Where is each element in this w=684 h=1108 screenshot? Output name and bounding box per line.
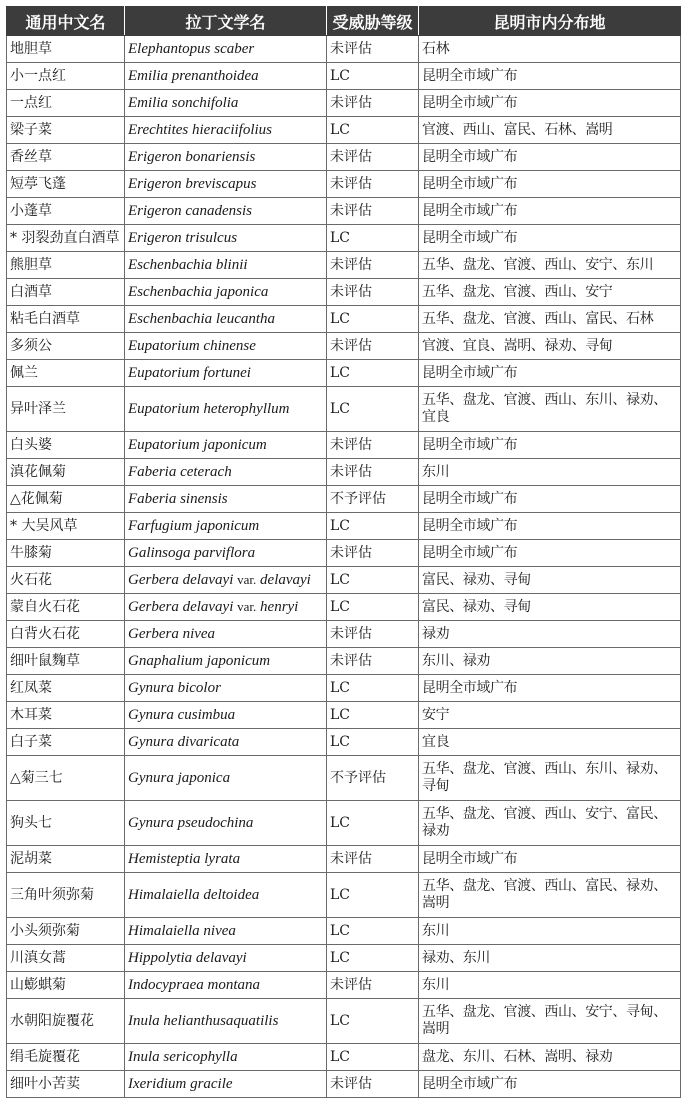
chinese-name-cell: 小蓬草 (7, 198, 125, 225)
threat-level-cell: 不予评估 (327, 486, 419, 513)
latin-name-cell: Elephantopus scaber (125, 36, 327, 63)
table-row (7, 1044, 681, 1071)
table-row (7, 621, 681, 648)
latin-name-cell (125, 594, 327, 621)
latin-name-cell: Hemisteptia lyrata (125, 846, 327, 873)
distribution-cell: 安宁 (419, 702, 681, 729)
distribution-cell: 昆明全市域广布 (419, 1071, 681, 1098)
distribution-cell: 盘龙、东川、石林、嵩明、禄劝 (419, 1044, 681, 1071)
distribution-cell: 昆明全市域广布 (419, 846, 681, 873)
header-threat-level: 受威胁等级 (327, 7, 419, 36)
threat-level-cell: LC (327, 918, 419, 945)
table-row (7, 846, 681, 873)
table-row (7, 999, 681, 1044)
distribution-cell: 昆明全市域广布 (419, 486, 681, 513)
distribution-cell: 昆明全市域广布 (419, 171, 681, 198)
table-body (7, 36, 681, 1098)
latin-name-cell: Gerbera nivea (125, 621, 327, 648)
chinese-name-cell: △花佩菊 (7, 486, 125, 513)
distribution-cell: 东川 (419, 972, 681, 999)
chinese-name-cell: 短葶飞蓬 (7, 171, 125, 198)
table-header (7, 7, 681, 36)
latin-name-cell: Himalaiella nivea (125, 918, 327, 945)
chinese-name-cell: 熊胆草 (7, 252, 125, 279)
table-row (7, 171, 681, 198)
threat-level-cell: 未评估 (327, 144, 419, 171)
distribution-cell: 石林 (419, 36, 681, 63)
distribution-cell: 昆明全市域广布 (419, 432, 681, 459)
threat-level-cell: LC (327, 513, 419, 540)
chinese-name-cell: 蒙自火石花 (7, 594, 125, 621)
chinese-name-cell: 牛膝菊 (7, 540, 125, 567)
distribution-cell: 五华、盘龙、官渡、西山、东川、禄劝、寻甸 (419, 756, 681, 801)
table-row (7, 873, 681, 918)
chinese-name-cell: 滇花佩菊 (7, 459, 125, 486)
chinese-name-cell: 火石花 (7, 567, 125, 594)
distribution-cell: 昆明全市域广布 (419, 63, 681, 90)
latin-name-cell: Erechtites hieraciifolius (125, 117, 327, 144)
chinese-name-cell: 小一点红 (7, 63, 125, 90)
distribution-cell: 东川 (419, 918, 681, 945)
chinese-name-cell: △菊三七 (7, 756, 125, 801)
threat-level-cell: 未评估 (327, 648, 419, 675)
latin-name-cell: Hippolytia delavayi (125, 945, 327, 972)
latin-name-cell: Himalaiella deltoidea (125, 873, 327, 918)
threat-level-cell: 未评估 (327, 36, 419, 63)
table-row (7, 972, 681, 999)
table-row (7, 225, 681, 252)
threat-level-cell: LC (327, 1044, 419, 1071)
latin-name-cell: Gynura cusimbua (125, 702, 327, 729)
threat-level-cell: LC (327, 945, 419, 972)
threat-level-cell: LC (327, 360, 419, 387)
threat-level-cell: LC (327, 387, 419, 432)
latin-name-cell: Emilia prenanthoidea (125, 63, 327, 90)
threat-level-cell: 未评估 (327, 846, 419, 873)
latin-name-cell: Gnaphalium japonicum (125, 648, 327, 675)
table-row (7, 594, 681, 621)
distribution-cell: 昆明全市域广布 (419, 198, 681, 225)
chinese-name-cell: 异叶泽兰 (7, 387, 125, 432)
threat-level-cell: LC (327, 306, 419, 333)
latin-name-cell: Gynura divaricata (125, 729, 327, 756)
table-row (7, 918, 681, 945)
threat-level-cell: LC (327, 801, 419, 846)
threat-level-cell: 未评估 (327, 540, 419, 567)
threat-level-cell: LC (327, 729, 419, 756)
latin-name-cell: Erigeron bonariensis (125, 144, 327, 171)
table-row (7, 36, 681, 63)
distribution-cell: 五华、盘龙、官渡、西山、富民、石林 (419, 306, 681, 333)
latin-name-cell: Galinsoga parviflora (125, 540, 327, 567)
distribution-cell: 昆明全市域广布 (419, 675, 681, 702)
table-row (7, 144, 681, 171)
latin-name-cell (125, 567, 327, 594)
table-row (7, 648, 681, 675)
chinese-name-cell: 佩兰 (7, 360, 125, 387)
threat-level-cell: LC (327, 999, 419, 1044)
latin-name-cell: Gynura japonica (125, 756, 327, 801)
threat-level-cell: LC (327, 63, 419, 90)
threat-level-cell: LC (327, 873, 419, 918)
chinese-name-cell: 地胆草 (7, 36, 125, 63)
latin-name-cell: Eupatorium fortunei (125, 360, 327, 387)
chinese-name-cell: * 羽裂劲直白酒草 (7, 225, 125, 252)
table-row (7, 675, 681, 702)
latin-name-cell: Ixeridium gracile (125, 1071, 327, 1098)
table-row (7, 90, 681, 117)
chinese-name-cell: 小头须弥菊 (7, 918, 125, 945)
distribution-cell: 官渡、宜良、嵩明、禄劝、寻甸 (419, 333, 681, 360)
chinese-name-cell: 山蟛蜞菊 (7, 972, 125, 999)
chinese-name-cell: 梁子菜 (7, 117, 125, 144)
distribution-cell: 东川 (419, 459, 681, 486)
distribution-cell: 五华、盘龙、官渡、西山、东川、禄劝、宜良 (419, 387, 681, 432)
latin-name-cell: Inula sericophylla (125, 1044, 327, 1071)
table-row (7, 360, 681, 387)
threat-level-cell: 未评估 (327, 198, 419, 225)
table-row (7, 306, 681, 333)
latin-name-cell: Eupatorium chinense (125, 333, 327, 360)
table-row (7, 1071, 681, 1098)
distribution-cell: 昆明全市域广布 (419, 144, 681, 171)
distribution-cell: 昆明全市域广布 (419, 513, 681, 540)
table-row (7, 513, 681, 540)
table-row (7, 945, 681, 972)
latin-name-cell: Faberia ceterach (125, 459, 327, 486)
table-row (7, 486, 681, 513)
threat-level-cell: LC (327, 594, 419, 621)
latin-name-cell: Farfugium japonicum (125, 513, 327, 540)
chinese-name-cell: 细叶鼠麴草 (7, 648, 125, 675)
chinese-name-cell: 木耳菜 (7, 702, 125, 729)
threat-level-cell: 未评估 (327, 459, 419, 486)
distribution-cell: 东川、禄劝 (419, 648, 681, 675)
distribution-cell: 五华、盘龙、官渡、西山、安宁、东川 (419, 252, 681, 279)
threat-level-cell: LC (327, 675, 419, 702)
table-row (7, 432, 681, 459)
distribution-cell: 五华、盘龙、官渡、西山、安宁 (419, 279, 681, 306)
distribution-cell: 昆明全市域广布 (419, 90, 681, 117)
threat-level-cell: 未评估 (327, 279, 419, 306)
distribution-cell: 五华、盘龙、官渡、西山、安宁、富民、禄劝 (419, 801, 681, 846)
latin-name-rank: var. (237, 572, 257, 587)
threat-level-cell: LC (327, 225, 419, 252)
chinese-name-cell: 泥胡菜 (7, 846, 125, 873)
threat-level-cell: 未评估 (327, 90, 419, 117)
header-distribution: 昆明市内分布地 (419, 7, 681, 36)
chinese-name-cell: 香丝草 (7, 144, 125, 171)
latin-name-cell: Eupatorium japonicum (125, 432, 327, 459)
threat-level-cell: LC (327, 117, 419, 144)
latin-name-cell: Erigeron breviscapus (125, 171, 327, 198)
chinese-name-cell: 一点红 (7, 90, 125, 117)
distribution-cell: 富民、禄劝、寻甸 (419, 567, 681, 594)
latin-name-cell: Gynura pseudochina (125, 801, 327, 846)
table-row (7, 756, 681, 801)
latin-name-cell: Erigeron trisulcus (125, 225, 327, 252)
table-row (7, 801, 681, 846)
chinese-name-cell: 红凤菜 (7, 675, 125, 702)
chinese-name-cell: 水朝阳旋覆花 (7, 999, 125, 1044)
chinese-name-cell: 白背火石花 (7, 621, 125, 648)
latin-name-cell: Eschenbachia blinii (125, 252, 327, 279)
threat-level-cell: 未评估 (327, 171, 419, 198)
table-row (7, 198, 681, 225)
latin-name-epithet: delavayi (260, 572, 311, 588)
chinese-name-cell: 粘毛白酒草 (7, 306, 125, 333)
table-row (7, 387, 681, 432)
chinese-name-cell: 白头婆 (7, 432, 125, 459)
threat-level-cell: 未评估 (327, 621, 419, 648)
latin-name-epithet: henryi (260, 599, 299, 615)
chinese-name-cell: 细叶小苦荬 (7, 1071, 125, 1098)
distribution-cell: 禄劝、东川 (419, 945, 681, 972)
table-row (7, 63, 681, 90)
table-row (7, 333, 681, 360)
chinese-name-cell: 川滇女蒿 (7, 945, 125, 972)
chinese-name-cell: 多须公 (7, 333, 125, 360)
chinese-name-cell: 三角叶须弥菊 (7, 873, 125, 918)
latin-name-genus-species: Gerbera delavayi (128, 599, 234, 615)
table-row (7, 540, 681, 567)
threat-level-cell: 未评估 (327, 972, 419, 999)
table-row (7, 567, 681, 594)
latin-name-cell: Eschenbachia japonica (125, 279, 327, 306)
latin-name-cell: Faberia sinensis (125, 486, 327, 513)
chinese-name-cell: 白酒草 (7, 279, 125, 306)
distribution-cell: 昆明全市域广布 (419, 540, 681, 567)
distribution-cell: 五华、盘龙、官渡、西山、安宁、寻甸、嵩明 (419, 999, 681, 1044)
threat-level-cell: 不予评估 (327, 756, 419, 801)
threat-level-cell: 未评估 (327, 333, 419, 360)
latin-name-cell: Eschenbachia leucantha (125, 306, 327, 333)
latin-name-genus-species: Gerbera delavayi (128, 572, 234, 588)
distribution-cell: 官渡、西山、富民、石林、嵩明 (419, 117, 681, 144)
header-latin-name: 拉丁文学名 (125, 7, 327, 36)
table-row (7, 279, 681, 306)
latin-name-rank: var. (237, 599, 257, 614)
chinese-name-cell: 绢毛旋覆花 (7, 1044, 125, 1071)
distribution-cell: 昆明全市域广布 (419, 225, 681, 252)
distribution-cell: 五华、盘龙、官渡、西山、富民、禄劝、嵩明 (419, 873, 681, 918)
latin-name-cell: Inula helianthusaquatilis (125, 999, 327, 1044)
latin-name-cell: Eupatorium heterophyllum (125, 387, 327, 432)
distribution-cell: 昆明全市域广布 (419, 360, 681, 387)
chinese-name-cell: 白子菜 (7, 729, 125, 756)
threat-level-cell: 未评估 (327, 1071, 419, 1098)
table-row (7, 117, 681, 144)
threat-level-cell: 未评估 (327, 252, 419, 279)
distribution-cell: 宜良 (419, 729, 681, 756)
table-row (7, 729, 681, 756)
threat-level-cell: LC (327, 702, 419, 729)
distribution-cell: 富民、禄劝、寻甸 (419, 594, 681, 621)
threat-level-cell: LC (327, 567, 419, 594)
table-row (7, 252, 681, 279)
chinese-name-cell: * 大吴风草 (7, 513, 125, 540)
chinese-name-cell: 狗头七 (7, 801, 125, 846)
species-table (6, 6, 681, 1098)
header-row (7, 7, 681, 36)
table-row (7, 459, 681, 486)
latin-name-cell: Gynura bicolor (125, 675, 327, 702)
latin-name-cell: Erigeron canadensis (125, 198, 327, 225)
latin-name-cell: Indocypraea montana (125, 972, 327, 999)
threat-level-cell: 未评估 (327, 432, 419, 459)
table-row (7, 702, 681, 729)
distribution-cell: 禄劝 (419, 621, 681, 648)
latin-name-cell: Emilia sonchifolia (125, 90, 327, 117)
header-chinese-name: 通用中文名 (7, 7, 125, 36)
